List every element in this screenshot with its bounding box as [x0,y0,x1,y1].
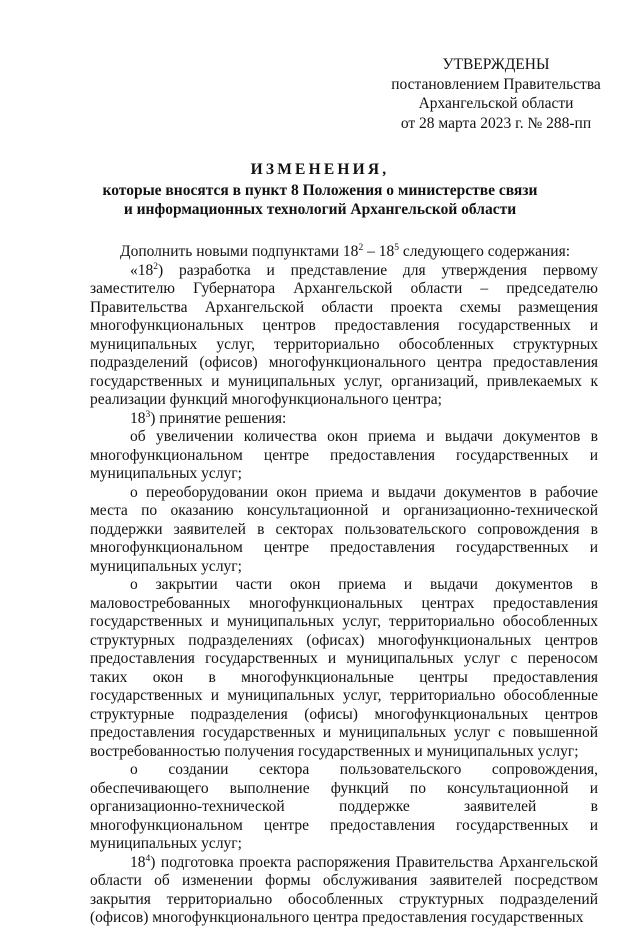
approval-line-1: постановлением Правительства [391,75,601,93]
approval-date-number: от 28 марта 2023 г. № 288-пп [400,114,592,132]
decision-windows-reequip: о переоборудовании окон приема и выдачи документов в рабочие места по оказанию консультационной и организационно-технической поддержки заявителей в секторах пользовательского сопровождения в многофункциональном центре предоставления государственных и муниципальных услуг; [90,483,598,575]
decision-windows-increase: об увеличении количества окон приема и выдачи документов в многофункциональном центре предоставления государственных и муниципальных услуг; [90,428,598,482]
decision-windows-close: о закрытии части окон приема и выдачи документов в маловостребованных многофункциональных центрах предоставления государственных и муниципальных услуг, территориально обособленных структурных подразделениях (офисах) многофункциональных центров предоставления государственных и муниципальных услуг с переносом таких окон в многофункциональные центры предоставления государственных и муниципальных услуг, территориально обособленные структурные подразделения (офисы) многофункциональных центров предоставления государственных и муниципальных услуг с повышенной востребованностью получения государственных и муниципальных услуг; [90,576,598,760]
approval-stamp [376,55,616,133]
title-line-2: и информационных технологий Архангельской области [123,201,517,218]
subparagraph-18-4: $18^4$) подготовка проекта распоряжения Правительства Архангельской области об изменении формы обслуживания заявителей посредством закрытия территориально обособленных структурных подразделений (офисов) многофункционального центра предоставления государственных [90,853,598,926]
title-line-1: которые вносятся в пункт 8 Положения о министерстве связи [102,181,538,199]
document-body [90,243,598,928]
decision-support-sector: о создании сектора пользовательского сопровождения, обеспечивающего выполнение функций по консультационной и организационно-технической поддержке заявителей в многофункциональном центре предоставления государственных и муниципальных услуг; [90,761,598,852]
document-title [40,160,600,220]
subparagraph-18-3: $18^3$) принятие решения: [130,409,287,427]
approval-line-2: Архангельской области [418,95,574,112]
title-heading: ИЗМЕНЕНИЯ, [250,161,390,178]
approval-status: УТВЕРЖДЕНЫ [442,56,550,73]
intro-paragraph: Дополнить новыми подпунктами $18^2 - 18^5$ следующего содержания: [120,243,571,260]
subparagraph-18-2: «$18^2$) разработка и представление для утверждения первому заместителю Губернатора Архангельской области – председателю Правительства Архангельской области проекта схемы размещения многофункциональных центров предоставления государственных и муниципальных услуг, территориально обособленных структурных подразделений (офисов) многофункционального центра предоставления государственных и муниципальных услуг, организаций, привлекаемых к реализации функций многофункционального центра; [90,261,598,408]
